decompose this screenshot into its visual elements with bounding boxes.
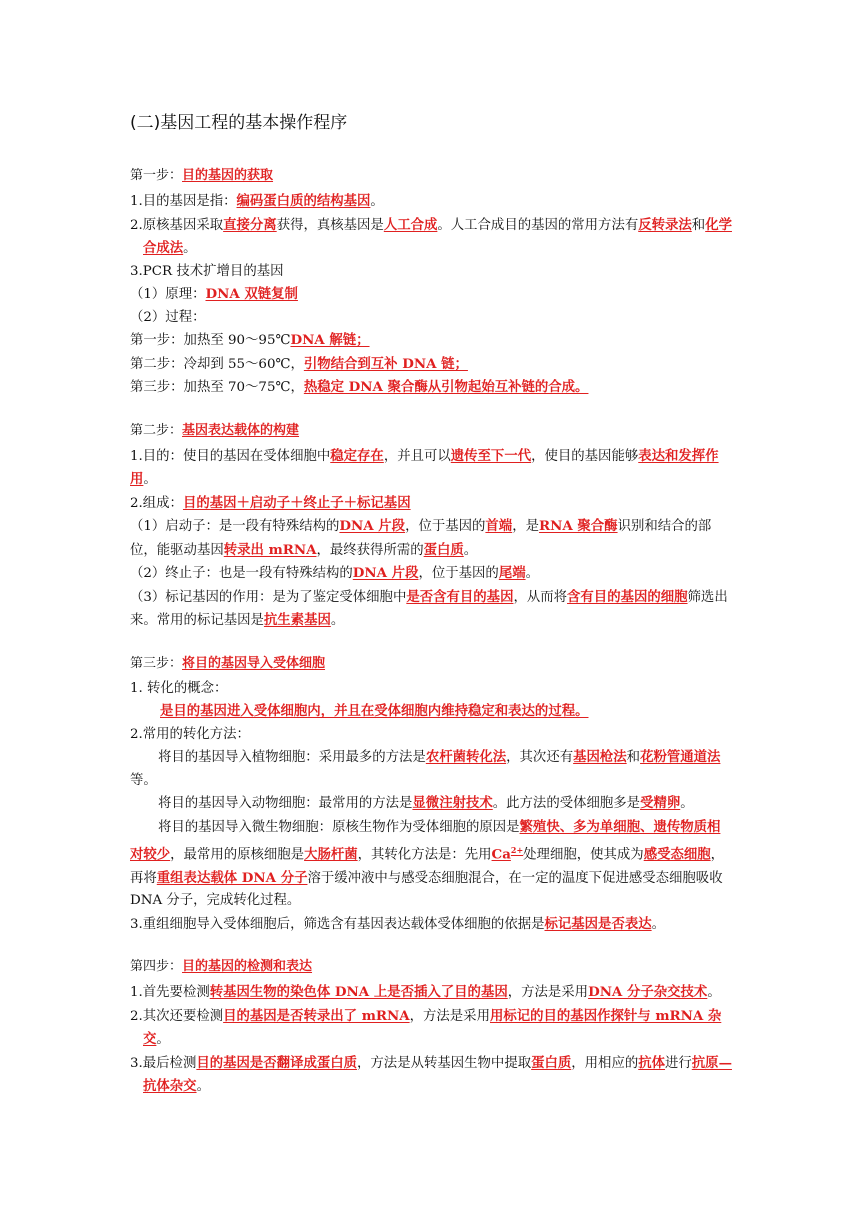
step-label: 第四步： [130,959,183,975]
section-heading [130,956,732,978]
paragraph: 2.原核基因采取直接分离获得，真核基因是人工合成。人工合成目的基因的常用方法有反转录法和化学合成法。 [130,216,732,256]
document-page [130,108,732,1099]
paragraph: 将目的基因导入动物细胞：最常用的方法是显微注射技术。此方法的受体细胞多是受精卵。 [158,795,694,811]
paragraph: 3.PCR 技术扩增目的基因 [130,263,284,279]
section-step3 [130,653,732,937]
step-heading-answer: 基因表达载体的构建 [182,422,300,438]
paragraph: 2.其次还要检测目的基因是否转录出了 mRNA，方法是采用用标记的目的基因作探针与 mRNA 杂交。 [130,1007,722,1048]
paragraph: 1.首先要检测转基因生物的染色体 DNA 上是否插入了目的基因，方法是采用DNA 分子杂交技术。 [130,984,721,1001]
section-heading [130,653,732,675]
section-heading [130,420,732,442]
paragraph: （3）标记基因的作用：是为了鉴定受体细胞中是否含有目的基因，从而将含有目的基因的细胞筛选出来。常用的标记基因是抗生素基因。 [130,588,728,628]
paragraph: 3.重组细胞导入受体细胞后，筛选含有基因表达载体受体细胞的依据是标记基因是否表达。 [130,915,666,932]
section-heading [130,165,732,187]
paragraph: 将目的基因导入植物细胞：采用最多的方法是农杆菌转化法，其次还有基因枪法和花粉管通道法等。 [130,749,721,788]
paragraph: 1. 转化的概念： [130,680,228,696]
paragraph: （1）启动子：是一段有特殊结构的DNA 片段，位于基因的首端，是RNA 聚合酶识别和结合的部位，能驱动基因转录出 mRNA，最终获得所需的蛋白质。 [130,518,712,558]
paragraph: 是目的基因进入受体细胞内，并且在受体细胞内维持稳定和表达的过程。 [160,703,589,719]
paragraph: 3.最后检测目的基因是否翻译成蛋白质，方法是从转基因生物中提取蛋白质，用相应的抗体进行抗原—抗体杂交。 [130,1054,732,1095]
step-heading-answer: 目的基因的获取 [182,168,274,183]
paragraph: 第一步：加热至 90～95℃DNA 解链； [130,332,370,348]
paragraph: 第二步：冷却到 55～60℃，引物结合到互补 DNA 链； [130,355,468,372]
paragraph: （1）原理：DNA 双链复制 [130,286,298,302]
section-step2 [130,420,732,633]
paragraph: 第三步：加热至 70～75℃，热稳定 DNA 聚合酶从引物起始互补链的合成。 [130,379,589,395]
step-label: 第三步： [130,655,183,671]
paragraph: 2.常用的转化方法： [130,726,250,742]
step-label: 第二步： [130,422,183,438]
paragraph: （2）过程： [130,309,206,325]
section-step1 [130,165,732,400]
step-heading-answer: 目的基因的检测和表达 [182,959,313,975]
step-heading-answer: 将目的基因导入受体细胞 [182,655,326,671]
paragraph: 2.组成：目的基因＋启动子＋终止子＋标记基因 [130,494,411,511]
section-step4 [130,956,732,1099]
paragraph: 1.目的基因是指：编码蛋白质的结构基因。 [130,193,384,209]
step-label: 第一步： [130,168,183,183]
paragraph: （2）终止子：也是一段有特殊结构的DNA 片段，位于基因的尾端。 [130,565,539,581]
document-title: (二)基因工程的基本操作程序 [130,113,348,133]
paragraph: 1.目的：使目的基因在受体细胞中稳定存在，并且可以遗传至下一代，使目的基因能够表达和发挥作用。 [130,447,719,487]
paragraph: 将目的基因导入微生物细胞：原核生物作为受体细胞的原因是繁殖快、多为单细胞、遗传物质相对较少，最常用的原核细胞是大肠杆菌，其转化方法是：先用$Ca^{2+}$处理细胞，使其成为感受态细胞，再将重组表达载体 DNA 分子溶于缓冲液中与感受态细胞混合，在一定的温度下促进感受态细胞吸收 DNA 分子，完成转化过程。 [130,818,725,909]
